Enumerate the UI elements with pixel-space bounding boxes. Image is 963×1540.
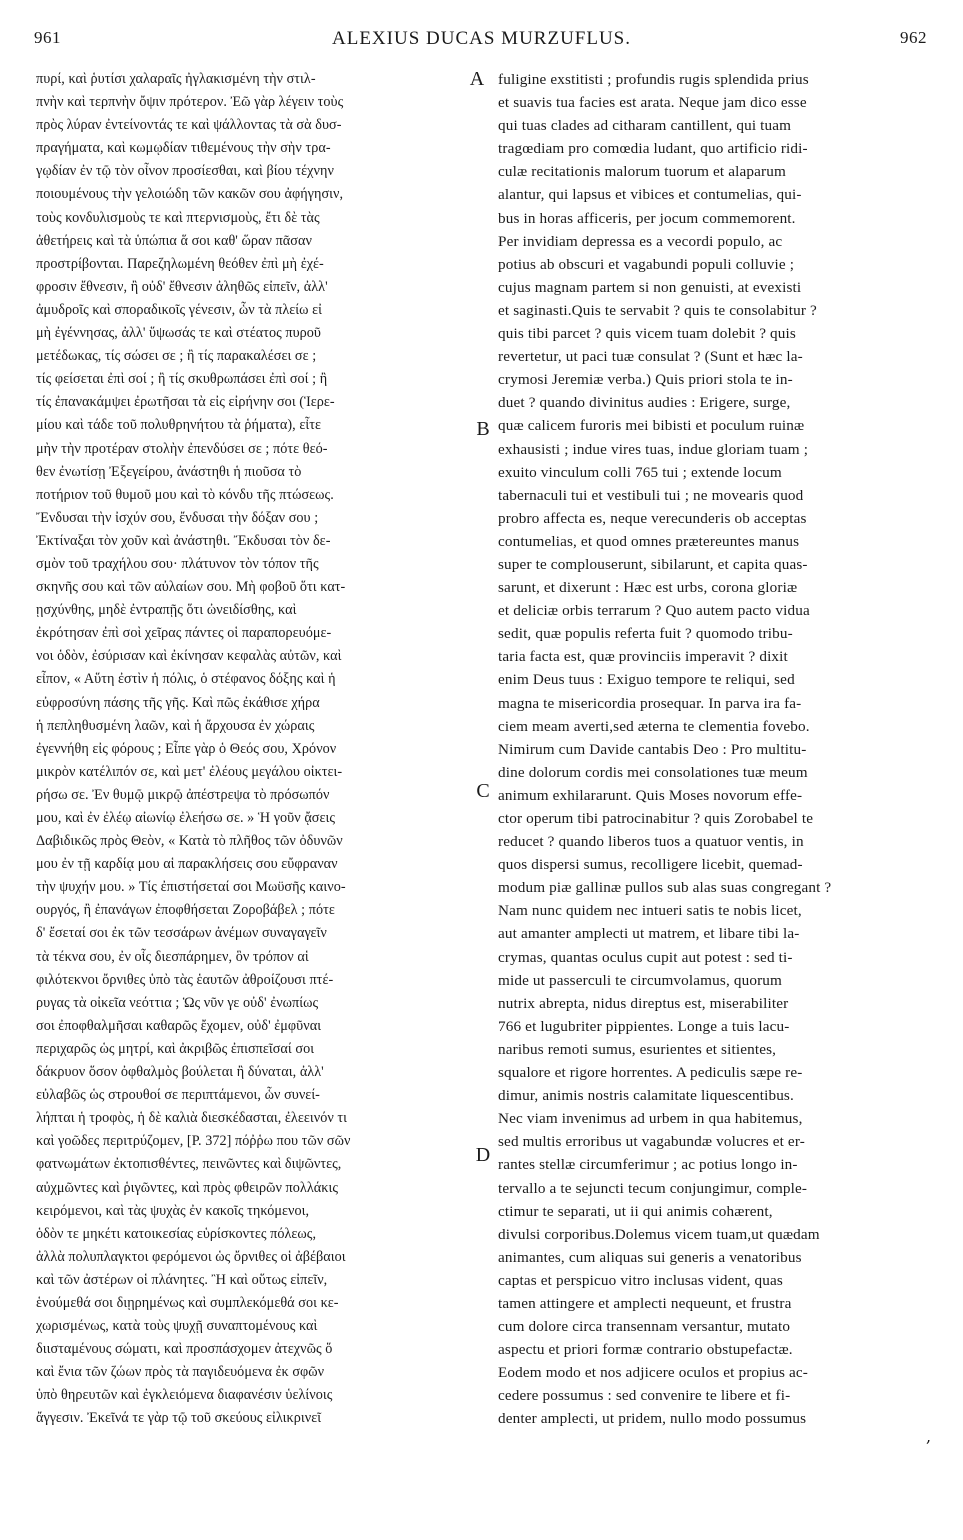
greek-text-line: πυρί, καὶ ῥυτίσι χαλαραῖς ἠγλακισμένη τὴν στιλ- xyxy=(36,71,316,87)
greek-text-line: φατνωμάτων ἐκτοπισθέντες, πεινῶντες καὶ διψῶντες, xyxy=(36,1156,342,1173)
greek-text-line: τίς ἐπανακάμψει ἐρωτῆσαι τὰ εἰς εἰρήνην σοι (Ἱερε- xyxy=(36,394,335,411)
latin-text-line: quos dispersi sumus, recolligere licebit, quemad- xyxy=(498,856,803,874)
greek-text-line: σκηνῆς σου καὶ τῶν αὐλαίων σου. Μὴ φοβοῦ ὅτι κατ- xyxy=(36,579,346,596)
latin-text-line: magna te misericordia prosequar. In parva ira fa- xyxy=(498,694,802,712)
trailing-comma: , xyxy=(926,1427,932,1446)
greek-text-line: ἐγεννήθη εἰς φόρους ; Εἶπε γὰρ ὁ Θεός σου, Χρόνον xyxy=(36,740,337,757)
latin-text-line: enim Deus tuus : Exiguo tempore te reliqui, sed xyxy=(498,671,795,689)
latin-text-line: qui tuas clades ad citharam cantillent, qui tuam xyxy=(498,117,792,135)
latin-text-line: dine dolorum cordis mei consolationes tuæ meum xyxy=(498,763,808,781)
latin-text-line: nutrix abrepta, nidus direptus est, miserabiliter xyxy=(498,994,789,1012)
latin-text-line: et deliciæ orbis terrarum ? Quo autem pacto vidua xyxy=(498,602,810,620)
latin-text-line: bus in horas afficeris, per jocum commemorent. xyxy=(498,209,796,227)
latin-text-line: probro affecta es, neque verecunderis ob acceptas xyxy=(498,509,807,527)
latin-text-line: Nam nunc quidem nec intueri satis te nobis licet, xyxy=(498,902,802,920)
greek-text-line: δ' ἔσεταί σοι ἐκ τῶν τεσσάρων ἀνέμων συναγαγεῖν xyxy=(36,925,327,942)
latin-text-line: potius ab obscuri et vagabundi populi colluvie ; xyxy=(498,255,795,273)
greek-text-line: ἀθετήρεις καὶ τὰ ὑπώπια ἅ σοι καθ' ὥραν πᾶσαν xyxy=(36,232,312,249)
greek-text-line: μὴν τὴν προτέραν στολὴν ἐπενδύσει σε ; πότε θεό- xyxy=(36,440,328,457)
latin-text-line: cum dolore circa transennam versantur, mutato xyxy=(498,1318,791,1336)
latin-text-line: quæ calicem furoris mei bibisti et poculum ruinæ xyxy=(498,417,805,435)
page-number-left: 961 xyxy=(34,28,61,47)
latin-text-line: aspectu et priori formæ contrario obstupefactæ. xyxy=(498,1341,793,1359)
greek-text-line: ὑπὸ θηρευτῶν καὶ ἐγκλειόμενα διαφανέσιν ὑελίνοις xyxy=(36,1387,333,1404)
greek-text-line: μου, καὶ ἐν ἐλέῳ αἰωνίῳ ἐλεήσω σε. » Ἡ γοῦν ᾄσεις xyxy=(36,810,336,826)
greek-text-line: Ἔνδυσαι τὴν ἰσχύν σου, ἔνδυσαι τὴν δόξαν σου ; xyxy=(36,509,319,526)
greek-text-line: ἑνούμεθά σοι διῃρημένως καὶ συμπλεκόμεθά σοι κε- xyxy=(36,1294,339,1311)
greek-text-line: μικρὸν κατέλιπόν σε, καὶ μετ' ἐλέους μεγάλου οἰκτει- xyxy=(36,763,343,780)
page-number-right: 962 xyxy=(900,28,927,47)
latin-text-line: rantes stellæ circumferimur ; ac potius longo in- xyxy=(498,1156,798,1174)
latin-text-line: sedit, quæ populis referta fuit ? quomodo tribu- xyxy=(498,625,793,643)
latin-text-line: culæ recitationis malorum tuorum et alaparum xyxy=(498,163,786,181)
greek-text-line: τοὺς κονδυλισμοὺς τε καὶ πτερνισμοὺς, ἔτι δὲ τὰς xyxy=(36,209,320,226)
greek-text-line: ουργός, ἢ ἐπανάγων ἐποφθήσεται Ζοροβάβελ ; πότε xyxy=(36,902,335,919)
latin-text-line: reducet ? quando liberos tuos a quatuor ventis, in xyxy=(498,833,804,851)
greek-text-line: νοι ὁδὸν, ἐσύρισαν καὶ ἐκίνησαν κεφαλὰς αὐτῶν, καὶ xyxy=(36,648,342,665)
greek-text-line: ποτήριον τοῦ θυμοῦ μου καὶ τὸ κόνδυ τῆς πτώσεως. xyxy=(36,486,334,503)
page-header xyxy=(0,28,963,58)
greek-text-line: μου ἐν τῇ καρδίᾳ μου αἱ παρακλήσεις σου εὔφραναν xyxy=(36,856,338,873)
latin-text-line: divulsi corporibus.Dolemus vicem tuam,ut quædam xyxy=(498,1225,820,1243)
latin-text-line: ctimur te separati, ut ii qui animis cohærent, xyxy=(498,1202,773,1220)
greek-text-line: διισταμένους σώματι, καὶ προσπάσχομεν ἀτεχνῶς ὅ xyxy=(36,1341,333,1358)
greek-text-line: δάκρυον ὅσον ὀφθαλμὸς βούλεται ἢ δύναται, ἀλλ' xyxy=(36,1064,324,1081)
latin-text-line: tervallo a te sejuncti tecum conjungimur, comple- xyxy=(498,1179,808,1197)
latin-text-line: duet ? quando divinitus audies : Erigere, surge, xyxy=(498,394,791,412)
greek-text-line: λήπται ἡ τροφὸς, ἡ δὲ καλιὰ διεσκέδασται, ἐλεεινόν τι xyxy=(36,1110,348,1127)
greek-text-line: καὶ τῶν ἀστέρων οἱ πλάνητες. Ἢ καὶ οὕτως εἰπεῖν, xyxy=(36,1271,328,1288)
section-marker-d: D xyxy=(475,1144,491,1166)
latin-text-line: tragœdiam pro comœdia ludant, quo artificio ridi- xyxy=(498,140,808,158)
greek-text-line: ρυγας τὰ οἰκεῖα νεόττια ; Ὡς νῦν γε οὐδ' ἐνωπίως xyxy=(36,994,319,1011)
latin-text-line: aut amanter amplecti ut matrem, et libare tibi la- xyxy=(498,925,800,943)
greek-column xyxy=(36,68,470,1431)
greek-text-line: φιλότεκνοι ὄρνιθες ὑπὸ τὰς ἑαυτῶν ἀθροίζουσι πτέ- xyxy=(36,971,334,988)
greek-text-line: μὴ ἐγέννησας, ἀλλ' ὕψωσάς τε καὶ στέατος πυροῦ xyxy=(36,325,321,342)
greek-text-line: πραγήματα, καὶ κωμῳδίαν τιθεμένους τὴν σὴν τρα- xyxy=(36,140,331,157)
greek-text-line: χωρισμένως, κατὰ τοὺς ψυχῇ συναπτομένους καὶ xyxy=(36,1318,318,1335)
greek-text-line: εὐφροσύνη πάσης τῆς γῆς. Καὶ πῶς ἐκάθισε χήρα xyxy=(36,694,320,711)
latin-text-line: cedere possumus : sed convenire te libere et fi- xyxy=(498,1387,791,1405)
greek-text-line: τίς φείσεται ἐπὶ σοί ; ἢ τίς σκυθρωπάσει ἐπὶ σοί ; ἢ xyxy=(36,371,328,388)
greek-text-line: πνὴν καὶ τερπνὴν ὄψιν πρότερον. Ἐῶ γὰρ λέγειν τοὺς xyxy=(36,94,344,111)
latin-text-line: animum exhilararunt. Quis Moses novorum effe- xyxy=(498,786,803,804)
latin-column xyxy=(498,68,928,1431)
greek-text-line: ἀμυδροῖς καὶ σποραδικοῖς γένεσιν, ὧν τὰ πλείω εἰ xyxy=(36,301,322,318)
latin-text-line: animantes, cum aliquas sui generis a venatoribus xyxy=(498,1248,802,1266)
latin-text-line: naribus remoti sumus, esurientes et sitientes, xyxy=(498,1040,777,1058)
latin-text-line: taria facta est, quæ provinciis imperavit ? dixit xyxy=(498,648,788,666)
latin-text-line: ctor operum tibi patrocinabitur ? quis Zorobabel te xyxy=(498,810,814,827)
greek-text-line: σοι ἐποφθαλμῆσαι καθαρῶς ἔχομεν, οὐδ' ἐμφῦναι xyxy=(36,1017,322,1034)
greek-text-line: κειρόμενοι, καὶ τὰς ψυχὰς ἐν κακοῖς τηκόμενοι, xyxy=(36,1202,310,1219)
greek-text-line: ἐκρότησαν ἐπὶ σοὶ χεῖρας πάντες οἱ παραπορευόμε- xyxy=(36,625,332,642)
latin-text-line: denter amplecti, ut pridem, nullo modo possumus xyxy=(498,1410,807,1428)
greek-text-line: μετέδωκας, τίς σώσει σε ; ἢ τίς παρακαλέσει σε ; xyxy=(36,348,317,365)
greek-text-line: πρὸς λύραν ἐντείνοντάς τε καὶ ψάλλοντας τὰ σὰ δυσ- xyxy=(36,117,342,134)
greek-text-line: εὐλαβῶς ὡς στρουθοί σε περιπτάμενοι, ὧν συνεί- xyxy=(36,1087,320,1104)
greek-text-line: ἀλλὰ πολυπλαγκτοι φερόμενοι ὡς ὄρνιθες οἱ ἀβέβαιοι xyxy=(36,1248,346,1265)
latin-text-line: ciem meam averti,sed æterna te clementia fovebo. xyxy=(498,717,810,735)
latin-text-line: quis tibi parcet ? quis vicem tuam dolebit ? quis xyxy=(498,325,796,343)
greek-text-line: αὐχμῶντες καὶ ῥιγῶντες, καὶ πρὸς φθειρῶν πολλάκις xyxy=(36,1179,338,1196)
latin-text-line: Nec viam invenimus ad urbem in qua habitemus, xyxy=(498,1110,803,1128)
latin-text-line: Per invidiam depressa es a vecordi populo, ac xyxy=(498,232,783,250)
latin-text-line: tabernaculi tui et vestibuli tui ; ne movearis quod xyxy=(498,486,804,504)
latin-text-line: fuligine exstitisti ; profundis rugis splendida prius xyxy=(498,71,809,88)
greek-text-line: περιχαρῶς ὡς μητρί, καὶ ἀκριβῶς ἐπισπεῖσαί σοι xyxy=(36,1040,315,1057)
greek-text-line: φροσιν ἔθνεσιν, ἢ οὐδ' ἔθνεσιν ἀληθῶς εἰπεῖν, ἀλλ' xyxy=(36,278,328,295)
latin-text-line: crymosi Jeremiæ verba.) Quis priori stola te in- xyxy=(498,371,793,389)
section-marker-c: C xyxy=(476,780,490,802)
latin-text-line: crymas, quantas oculus cupit aut potest : sed ti- xyxy=(498,948,793,966)
greek-text-line: προστρίβονται. Παρεζηλωμένη θεόθεν ἐπὶ μὴ ἐχέ- xyxy=(36,255,324,272)
greek-text-line: γῳδίαν ἐν τῷ τὸν οἶνον προσίεσθαι, καὶ βίου τέχνην xyxy=(36,163,334,180)
greek-text-line: τὰ τέκνα σου, ἐν οἷς διεσπάρημεν, ὃν τρόπον αἱ xyxy=(36,948,309,965)
greek-text-line: ρήσω σε. Ἐν θυμῷ μικρῷ ἀπέστρεψα τὸ πρόσωπόν xyxy=(36,786,330,803)
latin-text-line: contumelias, et quod omnes prætereuntes manus xyxy=(498,532,800,550)
latin-text-line: squalore et rigore horrentes. A pediculis sæpe re- xyxy=(498,1064,803,1082)
greek-text-line: εἶπον, « Αὕτη ἐστὶν ἡ πόλις, ὁ στέφανος δόξης καὶ ἡ xyxy=(36,671,336,688)
latin-text-line: sarunt, et dixerunt : Hæc est urbs, corona gloriæ xyxy=(498,579,798,597)
section-marker-b: B xyxy=(476,418,490,440)
latin-text-line: alantur, qui lapsus et vibices et contumelias, qui- xyxy=(498,186,802,204)
greek-text-line: ποιουμένους τὴν γελοιώδη τῶν κακῶν σου ἀφήγησιν, xyxy=(36,186,344,203)
greek-text-line: ἄγγεσιν. Ἐκεῖνά τε γὰρ τῷ τοῦ σκεύους εἰλικρινεῖ xyxy=(36,1410,322,1427)
greek-text-line: σμὸν τοῦ τραχήλου σου· πλάτυνον τὸν τόπον τῆς xyxy=(36,555,319,572)
greek-text-line: ἡ πεπληθυσμένη λαῶν, καὶ ἡ ἄρχουσα ἐν χώραις xyxy=(36,717,315,734)
greek-text-line: μίου καὶ τάδε τοῦ πολυθρηνήτου τὰ ῥήματα), εἶτε xyxy=(36,417,321,434)
latin-text-line: exuito vinculum colli 765 tui ; extende locum xyxy=(498,463,782,481)
latin-text-line: captas et perspicuo vitro inclusas vident, quas xyxy=(498,1271,783,1289)
greek-text-line: ῃσχύνθης, μηδὲ ἐντραπῇς ὅτι ὠνειδίσθης, καὶ xyxy=(36,602,297,619)
greek-text-line: θεν ἐνωτίσῃ Ἐξεγείρου, ἀνάστηθι ἡ πιοῦσα τὸ xyxy=(36,463,302,480)
greek-text-line: καὶ ἔνια τῶν ζώων πρὸς τὰ παγιδευόμενα ἐκ σφῶν xyxy=(36,1364,325,1381)
latin-text-line: Eodem modo et nos adjicere oculos et propius ac- xyxy=(498,1364,809,1382)
latin-text-line: super te complouserunt, sibilarunt, et capita quas- xyxy=(498,555,808,573)
greek-text-line: τὴν ψυχήν μου. » Τίς ἐπιστήσεταί σοι Μωϋσῆς καινο- xyxy=(36,879,346,896)
greek-text-line: Δαβιδικῶς πρὸς Θεὸν, « Κατὰ τὸ πλῆθος τῶν ὀδυνῶν xyxy=(36,833,343,850)
latin-text-line: cujus magnam partem si non genuisti, at evexisti xyxy=(498,278,802,296)
latin-text-line: exhausisti ; indue vires tuas, indue gloriam tuam ; xyxy=(498,440,809,458)
latin-text-line: dimur, animis nostris calamitate liquescentibus. xyxy=(498,1087,794,1105)
latin-text-line: modum piæ gallinæ pullos sub alas suas congregant ? xyxy=(498,879,832,897)
latin-text-line: tamen attingere et amplecti nequeunt, et frustra xyxy=(498,1294,792,1312)
latin-text-line: sed multis erroribus ut vagabundæ volucres et er- xyxy=(498,1133,805,1151)
latin-text-line: Nimirum cum Davide cantabis Deo : Pro multitu- xyxy=(498,740,807,758)
running-title: ALEXIUS DUCAS MURZUFLUS. xyxy=(332,28,631,49)
latin-text-line: et saginasti.Quis te servabit ? quis te consolabitur ? xyxy=(498,301,817,319)
latin-text-line: mide ut passerculi te circumvolamus, quorum xyxy=(498,971,782,989)
section-marker-a: A xyxy=(469,68,485,90)
greek-text-line: ὁδὸν τε μηκέτι κατοικεσίας εὑρίσκοντες πόλεως, xyxy=(36,1225,317,1242)
latin-text-line: 766 et lugubriter pippientes. Longe a tuis lacu- xyxy=(498,1017,790,1035)
latin-text-line: et suavis tua facies est arata. Neque jam dico esse xyxy=(498,94,807,112)
greek-text-line: Ἐκτίναξαι τὸν χοῦν καὶ ἀνάστηθι. Ἔκδυσαι τὸν δε- xyxy=(36,532,331,549)
latin-text-line: revertetur, ut paci tuæ consulat ? (Sunt et hæc la- xyxy=(498,348,803,366)
greek-text-line: καὶ γοῶδες περιτρύζομεν, [P. 372] πόῤῥω που τῶν σῶν xyxy=(36,1133,351,1150)
